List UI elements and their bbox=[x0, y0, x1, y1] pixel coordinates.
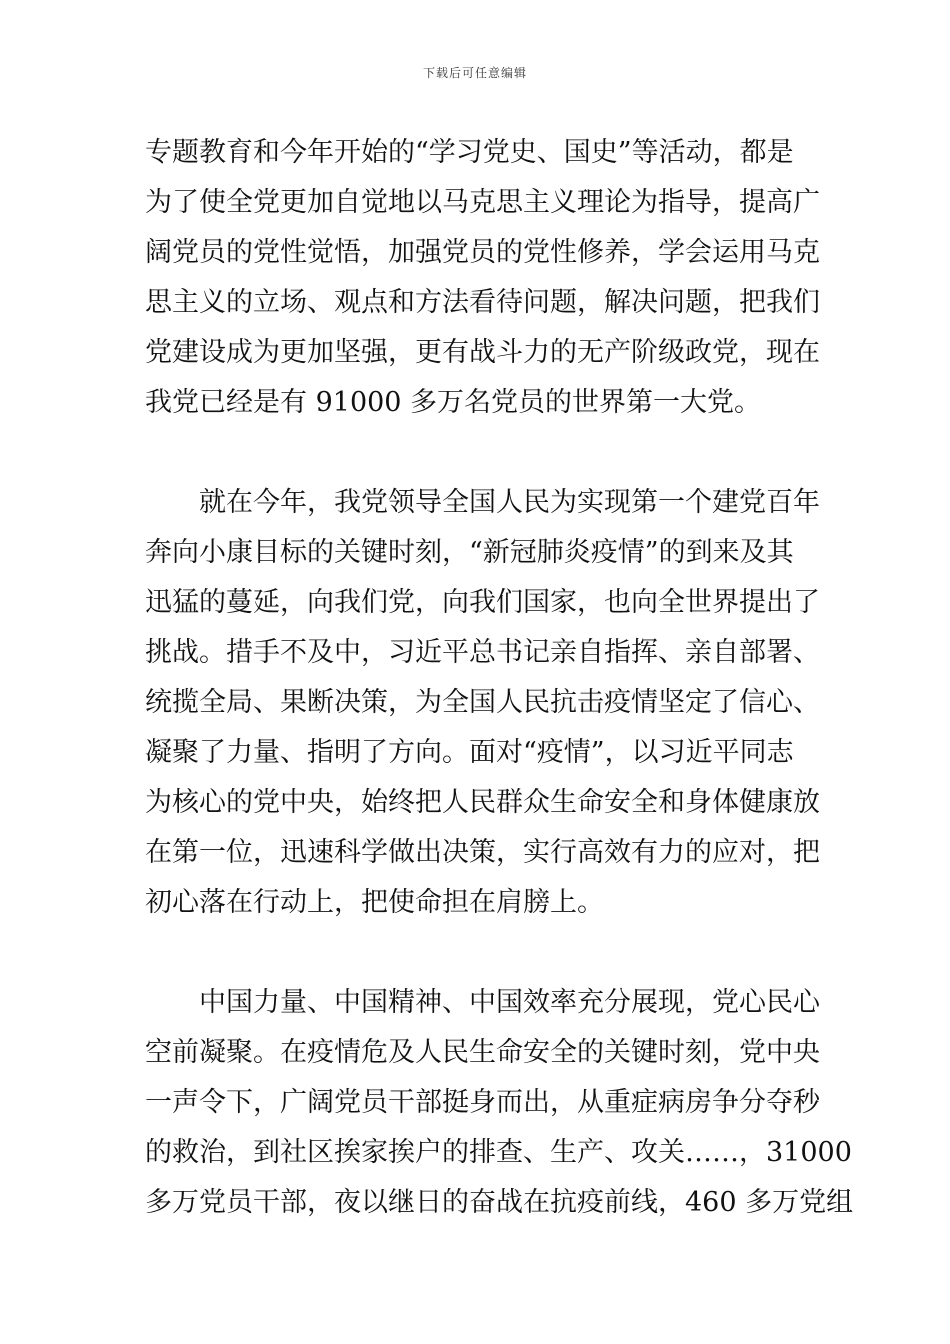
text-line: 为核心的党中央，始终把人民群众生命安全和身体健康放 bbox=[145, 787, 820, 818]
paragraph-spacer bbox=[145, 928, 810, 978]
text-line: 迅猛的蔓延，向我们党，向我们国家，也向全世界提出了 bbox=[145, 587, 820, 618]
text-line: 阔党员的党性觉悟，加强党员的党性修养，学会运用马克 bbox=[145, 237, 820, 268]
text-line: 在第一位，迅速科学做出决策，实行高效有力的应对，把 bbox=[145, 837, 820, 868]
paragraph-spacer bbox=[145, 428, 810, 478]
text-line: 就在今年，我党领导全国人民为实现第一个建党百年 bbox=[199, 487, 820, 518]
text-line: 挑战。措手不及中，习近平总书记亲自指挥、亲自部署、 bbox=[145, 637, 820, 668]
text-line: 奔向小康目标的关键时刻，“新冠肺炎疫情”的到来及其 bbox=[145, 537, 794, 568]
text-line: 凝聚了力量、指明了方向。面对“疫情”，以习近平同志 bbox=[145, 737, 794, 768]
paragraph-3 bbox=[145, 978, 854, 1228]
paragraph-2 bbox=[145, 478, 820, 928]
text-line: 空前凝聚。在疫情危及人民生命安全的关键时刻，党中央 bbox=[145, 1037, 820, 1068]
text-line: 的救治，到社区挨家挨户的排查、生产、攻关……，31000 bbox=[145, 1137, 852, 1168]
text-line: 思主义的立场、观点和方法看待问题，解决问题，把我们 bbox=[145, 287, 820, 318]
text-line: 初心落在行动上，把使命担在肩膀上。 bbox=[145, 887, 604, 918]
text-line: 我党已经是有 91000 多万名党员的世界第一大党。 bbox=[145, 387, 762, 418]
text-line: 为了使全党更加自觉地以马克思主义理论为指导，提高广 bbox=[145, 187, 820, 218]
text-line: 专题教育和今年开始的“学习党史、国史”等活动，都是 bbox=[145, 137, 794, 168]
paragraph-1 bbox=[145, 128, 820, 428]
text-line: 统揽全局、果断决策，为全国人民抗击疫情坚定了信心、 bbox=[145, 687, 820, 718]
document-body bbox=[145, 128, 854, 1228]
text-line: 中国力量、中国精神、中国效率充分展现，党心民心 bbox=[199, 987, 820, 1018]
page-header: 下载后可任意编辑 bbox=[422, 66, 527, 80]
text-line: 多万党员干部，夜以继日的奋战在抗疫前线，460 多万党组 bbox=[145, 1187, 854, 1218]
text-line: 一声令下，广阔党员干部挺身而出，从重症病房争分夺秒 bbox=[145, 1087, 820, 1118]
text-line: 党建设成为更加坚强，更有战斗力的无产阶级政党，现在 bbox=[145, 337, 820, 368]
